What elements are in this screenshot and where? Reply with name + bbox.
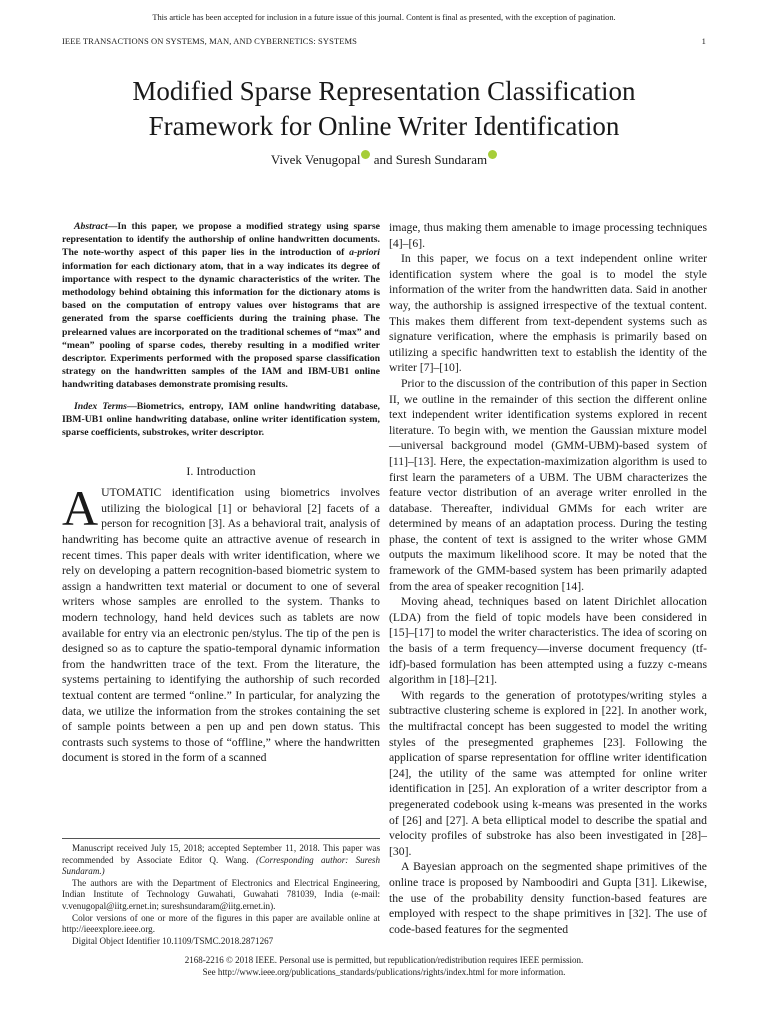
title-line-1: Modified Sparse Representation Classification (132, 76, 636, 106)
abstract-text-2: information for each dictionary atom, that in a way indicates its degree of importance with respect to the dynamic characteristics of the writer. The methodology behind obtaining this information for the dictionary atoms is based on the computation of entropy values over histograms that are generated from the sparse coefficients during the training phase. The prelearned values are incorporated on the traditional schemes of “max” and “mean” pooling of sparse codes, thereby resulting in a modified writer descriptor. Experiments performed with the proposed sparse classification strategy on the handwritten samples of the IAM and IBM-UB1 online handwriting databases demonstrate promising results. (62, 260, 380, 391)
footnote-manuscript-text: Manuscript received July 15, 2018; accepted September 11, 2018. This paper was recommended by Associate Editor Q. Wang. (62, 843, 380, 865)
footnote-affiliation: The authors are with the Department of Electronics and Electrical Engineering, Indian Institute of Technology Guwahati, Guwahati 781039, India (e-mail: v.venugopal@iitg.ernet.in; sureshsundaram@iitg.ernet.in). (62, 877, 380, 911)
footnote-corresponding: (Corresponding author: Suresh Sundaram.) (62, 854, 381, 877)
orcid-icon[interactable] (361, 150, 370, 159)
index-terms-text: —Biometrics, entropy, IAM online handwriting database, IBM-UB1 online handwriting database, online writer identification system, sparse coefficients, substrokes, writer descriptor. (62, 400, 380, 439)
copyright-line-1: 2168-2216 © 2018 IEEE. Personal use is permitted, but republication/redistribution requires IEEE permission. (184, 955, 584, 965)
intro-paragraph-4: Moving ahead, techniques based on latent Dirichlet allocation (LDA) from the field of topic models have been considered in [15]–[17] to model the writer characteristics. The idea of scoring on the basis of a term frequency—inverse document frequency (tf-idf)-based formulation has been attempted using a fuzzy c-means algorithm in [18]–[21]. (389, 595, 707, 687)
copyright-line-2: See http://www.ieee.org/publications_standards/publications/rights/index.html for more information. (202, 966, 566, 977)
abstract-apriori: a-priori (349, 247, 380, 259)
section-heading: I. Introduction (186, 464, 256, 479)
author-1: Vivek Venugopal (270, 152, 361, 167)
intro-paragraph-1-continued: image, thus making them amenable to image processing techniques [4]–[6]. (389, 221, 707, 250)
drop-cap: A (62, 480, 99, 537)
intro-paragraph-6: A Bayesian approach on the segmented shape primitives of the online trace is proposed by Namboodiri and Gupta [31]. Likewise, the use of the probability density function-based features are employed with respect to the shape primitives in [32]. The use of code-based features for the segmented (389, 860, 707, 936)
footnotes (62, 838, 380, 947)
page-number: 1 (701, 36, 706, 46)
authors (0, 150, 768, 169)
intro-paragraph-3: Prior to the discussion of the contribution of this paper in Section II, we outline in the remainder of this section the different online text independent writer identification systems explored in recent literature. To begin with, we mention the Gaussian mixture model—universal background model (GMM-UBM)-based system of [11]–[13]. Here, the expectation-maximization algorithm is used to first learn the parameters of a UBM. The UBM characterizes the feature vector distribution of an average writer enrolled in the database. Thereafter, individual GMMs for each writer are determined by means of an adaptation process. During the testing phase, the content of text is assigned to the writer whose GMM outputs the maximum likelihood score. It may be noted that the framework of the GMM-based system has been primarily adapted from the area of speaker recognition [14]. (389, 376, 707, 593)
footnote-doi: Digital Object Identifier 10.1109/TSMC.2018.2871267 (72, 935, 274, 946)
intro-paragraph-1 (62, 480, 380, 766)
journal-name: IEEE TRANSACTIONS ON SYSTEMS, MAN, AND CYBERNETICS: SYSTEMS (62, 36, 358, 46)
acceptance-notice: This article has been accepted for inclusion in a future issue of this journal. Content is final as presented, with the exception of pagination. (152, 13, 616, 22)
index-terms (62, 400, 380, 440)
footnote-color: Color versions of one or more of the figures in this paper are available online at http://ieeexplore.ieee.org. (62, 912, 380, 935)
title-line-2: Framework for Online Writer Identification (148, 111, 620, 141)
abstract-text: —In this paper, we propose a modified strategy using sparse representation to identify the authorship of online handwritten documents. The note-worthy aspect of this paper lies in the introduction of (62, 221, 380, 259)
copyright-notice (0, 955, 768, 978)
intro-paragraph-2: In this paper, we focus on a text independent online writer identification system where the goal is to model the style information of the writer from the handwritten data. Said in another way, the authorship is assigned irrespective of the textual content. This makes them different from text-dependent systems such as signature verification, where the emphasis is primarily based on utilizing a specific handwritten text to establish the identity of the writer [7]–[10]. (389, 252, 707, 375)
abstract (62, 220, 380, 392)
right-column (389, 220, 707, 937)
paper-title (0, 74, 768, 144)
orcid-icon[interactable] (488, 150, 497, 159)
footnote-manuscript (62, 843, 380, 878)
author-conjunction: and (373, 152, 393, 167)
left-column (62, 220, 380, 766)
abstract-label: Abstract (74, 221, 108, 232)
intro-paragraph-5: With regards to the generation of prototypes/writing styles a subtractive clustering scheme is explored in [22]. In another work, the multifractal concept has been suggested to model the writing styles of the presegmented graphemes [23]. Following the application of sparse representation for offline writer identification [24], the utility of the same was attempted for online writer identification in [25]. An exploration of a writer descriptor from a pregenerated codebook using k-means was presented in the works of [26] and [27]. A beta elliptical model to describe the spatial and velocity profiles of substroke has also been investigated in [28]–[30]. (389, 688, 707, 858)
index-terms-label: Index Terms (74, 400, 127, 412)
running-head (62, 36, 706, 47)
author-2: Suresh Sundaram (395, 152, 488, 167)
intro-paragraph-1-text: UTOMATIC identification using biometrics involves utilizing the biological [1] or behavioral [2] facets of a person for recognition [3]. As a behavioral trait, analysis of handwriting has become quite an attractive avenue of research in recent times. This paper deals with writer identification, where we rely on developing a pattern recognition-based biometric system to assign a handwritten text material or document to one of several writers whose samples are enrolled to the system. Thanks to modern technology, hand held devices such as tablets are now available for entry via an electronic pen/stylus. The tip of the pen is designed so as to capture the spatio-temporal dynamic information from the handwritten trace of the text. From the literature, the systems pertaining to identifying the authorship of such recorded textual content are termed “online.” In particular, for analyzing the data, we utilize the information from the strokes containing the set of sample points between a pen up and pen down status. This contrasts such systems to those of “offline,” where the handwritten document is stored in the form of a scanned (62, 486, 380, 765)
